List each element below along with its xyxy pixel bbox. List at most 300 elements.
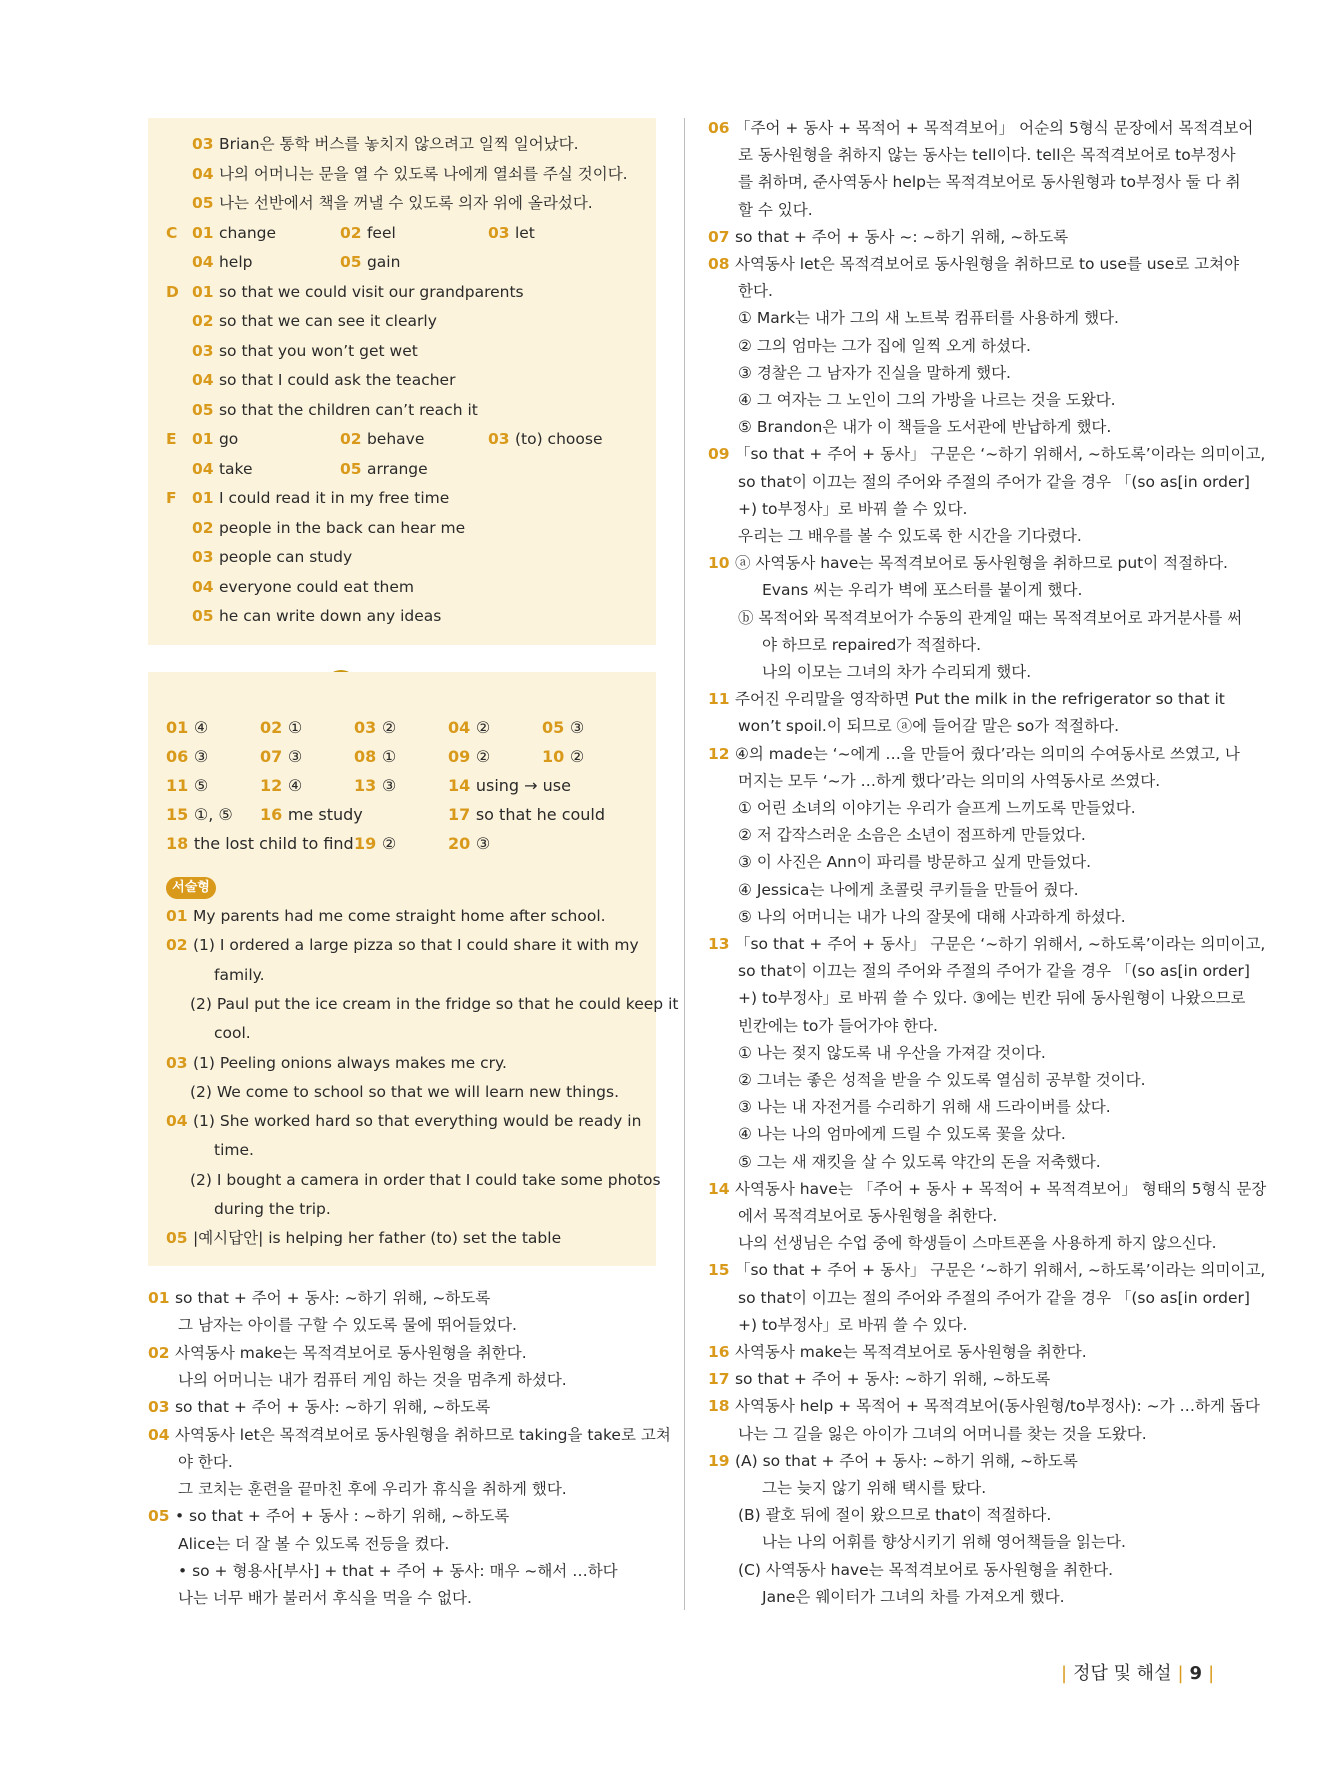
item-text: ② xyxy=(381,718,397,737)
explanation-line xyxy=(738,145,1236,165)
explanation-line xyxy=(708,118,1253,138)
item-number: 01 xyxy=(192,489,219,507)
item-number: 01 xyxy=(192,282,219,301)
item-text: so that이 이끄는 절의 주어와 주절의 주어가 같을 경우 「(so as[in order] xyxy=(738,1288,1250,1307)
item-text: ⑤ xyxy=(193,776,209,795)
answer-item xyxy=(192,282,524,302)
answer-item xyxy=(488,223,535,243)
explanation-line xyxy=(738,499,967,519)
answer-item xyxy=(192,311,437,331)
item-text: 주어진 우리말을 영작하면 Put the milk in the refrigerator so that it xyxy=(734,690,1225,709)
mc-answer xyxy=(166,834,354,854)
explanation-line xyxy=(738,1124,1066,1144)
item-text: ③ 이 사진은 Ann이 파리를 방문하고 싶게 만들었다. xyxy=(738,853,1092,872)
item-number: 04 xyxy=(448,718,476,737)
explanation-line xyxy=(148,1425,671,1445)
answer-item xyxy=(192,518,465,538)
item-number: 04 xyxy=(166,1112,193,1131)
explanation-line xyxy=(738,1505,1051,1525)
mc-answer xyxy=(166,805,233,825)
item-number: 15 xyxy=(708,1261,735,1280)
explanation-line xyxy=(178,1370,567,1390)
explanation-line xyxy=(178,1315,517,1335)
mc-answer xyxy=(166,776,208,796)
item-number: 04 xyxy=(148,1425,175,1444)
item-text: 그 코치는 훈련을 끝마친 후에 우리가 휴식을 취하게 했다. xyxy=(178,1480,567,1499)
item-text: (2) We come to school so that we will learn new things. xyxy=(190,1082,620,1101)
item-text: 「so that + 주어 + 동사」 구문은 ‘~하기 위해서, ~하도록’이라는 의미이고, xyxy=(734,1261,1266,1280)
item-number: 02 xyxy=(340,223,367,242)
item-number: 03 xyxy=(192,135,219,153)
explanation-line xyxy=(708,227,1068,247)
item-text: let xyxy=(514,223,535,242)
item-number: 11 xyxy=(708,690,735,709)
item-text: during the trip. xyxy=(214,1200,331,1218)
mc-answer xyxy=(448,805,605,825)
item-text: family. xyxy=(214,965,265,984)
footer-bar: | xyxy=(1208,1663,1215,1684)
item-number: 01 xyxy=(166,907,193,925)
explanation-line xyxy=(738,1206,997,1226)
translation-line xyxy=(192,193,593,213)
item-text: ④ 그 여자는 그 노인이 그의 가방을 나르는 것을 도왔다. xyxy=(738,391,1116,409)
explanation-line xyxy=(738,1070,1146,1090)
item-number: 10 xyxy=(542,747,570,766)
item-number: 02 xyxy=(192,518,219,537)
item-number: 16 xyxy=(708,1343,735,1361)
item-text: so that I could ask the teacher xyxy=(218,371,456,389)
item-text: so that you won’t get wet xyxy=(218,341,418,360)
explanation-line xyxy=(178,1479,567,1499)
explanation-line xyxy=(738,771,1160,791)
item-number: 01 xyxy=(192,430,219,448)
item-number: 07 xyxy=(708,227,735,246)
explanation-line xyxy=(762,580,1082,600)
explanation-line xyxy=(738,880,1079,900)
written-answer xyxy=(166,1111,641,1131)
mc-answer xyxy=(542,747,584,767)
item-number: 17 xyxy=(448,805,476,824)
item-text: 사역동사 help + 목적어 + 목적격보어(동사원형/to부정사): ~가 …하게 돕다 xyxy=(734,1397,1260,1416)
answer-item xyxy=(340,223,396,243)
written-answer xyxy=(214,1140,254,1160)
item-text: 나의 어머니는 문을 열 수 있도록 나에게 열쇠를 주실 것이다. xyxy=(218,164,628,183)
footer-bar: | xyxy=(1061,1663,1068,1684)
explanation-line xyxy=(738,1315,967,1335)
item-text: me study xyxy=(287,805,363,824)
item-text: Evans 씨는 우리가 벽에 포스터를 붙이게 했다. xyxy=(762,581,1083,600)
item-number: 03 xyxy=(148,1398,175,1417)
item-text: so that이 이끄는 절의 주어와 주절의 주어가 같을 경우 「(so as[in order] xyxy=(738,472,1250,491)
written-answer xyxy=(190,1170,661,1190)
item-text: 나는 나의 어휘를 향상시키기 위해 영어책들을 읽는다. xyxy=(762,1533,1126,1552)
item-text: people in the back can hear me xyxy=(218,518,466,537)
mc-answer xyxy=(448,747,490,767)
item-text: +) to부정사」로 바꿔 쓸 수 있다. ③에는 빈칸 뒤에 동사원형이 나왔으므로 xyxy=(738,989,1246,1008)
answer-item xyxy=(340,459,428,479)
translation-line xyxy=(192,134,579,154)
explanation-line xyxy=(738,1560,1113,1580)
item-text: ③ xyxy=(287,747,303,766)
item-number: 03 xyxy=(166,1053,193,1072)
mc-answer xyxy=(354,747,396,767)
explanation-line xyxy=(708,744,1240,764)
item-text: 그 남자는 아이를 구할 수 있도록 물에 뛰어들었다. xyxy=(178,1316,517,1335)
item-text: time. xyxy=(214,1141,254,1160)
written-answer xyxy=(190,994,678,1014)
item-number: 02 xyxy=(148,1343,175,1362)
answer-item xyxy=(192,223,276,243)
item-text: ③ xyxy=(569,718,585,737)
explanation-line xyxy=(738,825,1086,845)
mc-answer xyxy=(354,776,396,796)
explanation-line xyxy=(178,1588,472,1608)
item-text: ② 저 갑작스러운 소음은 소년이 점프하게 만들었다. xyxy=(738,826,1086,845)
explanation-line xyxy=(708,689,1225,709)
mc-answer xyxy=(166,747,208,767)
item-text: +) to부정사」로 바꿔 쓸 수 있다. xyxy=(738,499,968,518)
item-text: ⑤ Brandon은 내가 이 책들을 도서관에 반납하게 했다. xyxy=(738,418,1112,437)
item-text: everyone could eat them xyxy=(218,577,415,596)
explanation-line xyxy=(762,662,1031,682)
item-text: (1) I ordered a large pizza so that I could share it with my xyxy=(192,936,639,955)
mc-answer xyxy=(260,776,302,796)
mc-answer xyxy=(448,718,490,738)
explanation-line xyxy=(708,1342,1087,1362)
item-text: 머지는 모두 ‘~가 …하게 했다’라는 의미의 사역동사로 쓰였다. xyxy=(738,771,1161,790)
explanation-line xyxy=(708,1451,1078,1471)
mc-answer xyxy=(260,747,302,767)
mc-answer xyxy=(354,718,396,738)
item-text: help xyxy=(218,253,253,271)
item-text: so that + 주어 + 동사: ~하기 위해, ~하도록 xyxy=(734,1370,1051,1389)
item-text: 야 하므로 repaired가 적절하다. xyxy=(762,635,982,654)
answer-item xyxy=(192,547,352,567)
item-number: 05 xyxy=(166,1229,193,1248)
item-text: ④ 나는 나의 엄마에게 드릴 수 있도록 꽃을 샀다. xyxy=(738,1125,1066,1144)
explanation-line xyxy=(738,798,1136,818)
item-text: Alice는 더 잘 볼 수 있도록 전등을 켰다. xyxy=(178,1534,450,1553)
explanation-line xyxy=(738,526,1082,546)
item-number: 18 xyxy=(166,834,194,853)
explanation-line xyxy=(738,608,1242,628)
item-text: so that + 주어 + 동사: ~하기 위해, ~하도록 xyxy=(174,1398,491,1417)
item-text: ⑤ 나의 어머니는 내가 나의 잘못에 대해 사과하게 하셨다. xyxy=(738,907,1126,926)
explanation-line xyxy=(738,1424,1147,1444)
mc-answer xyxy=(448,776,571,796)
item-text: My parents had me come straight home after school. xyxy=(192,907,606,925)
mc-answer xyxy=(542,718,584,738)
item-text: ① xyxy=(381,747,397,766)
mc-answer xyxy=(166,718,208,738)
item-number: 12 xyxy=(708,744,735,763)
item-text: people can study xyxy=(218,548,353,566)
item-number: 09 xyxy=(448,747,476,766)
item-text: ③ 경찰은 그 남자가 진실을 말하게 했다. xyxy=(738,363,1011,382)
item-text: ①, ⑤ xyxy=(193,805,233,824)
item-text: ② xyxy=(475,747,491,766)
explanation-line xyxy=(762,1532,1126,1552)
item-number: 04 xyxy=(192,164,219,183)
mc-answer xyxy=(260,718,302,738)
item-number: 20 xyxy=(448,834,476,853)
item-text: gain xyxy=(366,253,401,271)
seosul-badge: 서술형 xyxy=(166,877,216,899)
item-number: 01 xyxy=(166,718,194,737)
item-text: ① 어린 소녀의 이야기는 우리가 슬프게 느끼도록 만들었다. xyxy=(738,799,1136,817)
item-text: 사역동사 make는 목적격보어로 동사원형을 취한다. xyxy=(734,1343,1087,1361)
item-number: 03 xyxy=(192,341,219,360)
explanation-line xyxy=(762,635,981,655)
explanation-line xyxy=(738,390,1116,410)
item-text: so that he could xyxy=(475,805,606,824)
explanation-line xyxy=(738,988,1246,1008)
item-text: 사역동사 let은 목적격보어로 동사원형을 취하므로 taking을 take로 고쳐 xyxy=(174,1425,671,1444)
item-text: cool. xyxy=(214,1024,251,1043)
item-text: (C) 사역동사 have는 목적격보어로 동사원형을 취한다. xyxy=(738,1560,1113,1579)
item-text: arrange xyxy=(366,459,428,478)
item-text: 나는 너무 배가 불러서 후식을 먹을 수 없다. xyxy=(178,1589,472,1608)
section-letter: F xyxy=(166,489,177,507)
answer-item xyxy=(192,252,252,272)
item-number: 03 xyxy=(192,548,219,566)
item-text: (A) so that + 주어 + 동사: ~하기 위해, ~하도록 xyxy=(734,1451,1078,1470)
explanation-line xyxy=(708,1396,1260,1416)
explanation-line xyxy=(178,1452,233,1472)
explanation-line xyxy=(178,1561,618,1581)
item-number: 19 xyxy=(708,1451,735,1470)
item-text: the lost child to find xyxy=(193,834,354,853)
item-text: Jane은 웨이터가 그녀의 차를 가져오게 했다. xyxy=(762,1587,1065,1606)
item-text: ④ xyxy=(193,718,209,737)
written-answer xyxy=(166,1053,507,1073)
item-text: • so + 형용사[부사] + that + 주어 + 동사: 매우 ~해서 …하다 xyxy=(178,1562,618,1580)
footer-title: 정답 및 해설 xyxy=(1073,1663,1172,1684)
explanation-line xyxy=(148,1343,527,1363)
item-number: 03 xyxy=(488,223,515,242)
answer-item xyxy=(488,429,602,449)
item-text: so that + 주어 + 동사 ~: ~하기 위해, ~하도록 xyxy=(734,227,1069,246)
item-text: ① 나는 젖지 않도록 내 우산을 가져갈 것이다. xyxy=(738,1043,1046,1062)
item-text: so that the children can’t reach it xyxy=(218,400,478,419)
item-text: 우리는 그 배우를 볼 수 있도록 한 시간을 기다렸다. xyxy=(738,527,1082,545)
item-number: 05 xyxy=(340,253,367,271)
item-number: 05 xyxy=(192,607,219,625)
item-number: 04 xyxy=(192,459,219,478)
item-number: 13 xyxy=(708,935,735,953)
explanation-line xyxy=(708,1179,1266,1199)
item-text: 사역동사 have는 「주어 + 동사 + 목적어 + 목적격보어」 형태의 5형식 문장 xyxy=(734,1179,1267,1198)
item-text: ④ Jessica는 나에게 초콜릿 쿠키들을 만들어 줬다. xyxy=(738,880,1079,899)
item-text: ③ xyxy=(193,747,209,766)
item-number: 05 xyxy=(192,400,219,419)
item-number: 11 xyxy=(166,776,194,795)
item-number: 01 xyxy=(148,1289,175,1307)
item-text: won’t spoil.이 되므로 ⓐ에 들어갈 말은 so가 적절하다. xyxy=(738,717,1119,736)
written-answer xyxy=(166,1228,561,1248)
mc-answer xyxy=(448,834,490,854)
item-text: 로 동사원형을 취하지 않는 동사는 tell이다. tell은 목적격보어로 to부정사 xyxy=(738,146,1236,165)
item-number: 03 xyxy=(354,718,382,737)
explanation-line xyxy=(738,336,1031,356)
item-number: 05 xyxy=(340,459,367,478)
item-text: using → use xyxy=(475,776,571,795)
item-number: 06 xyxy=(708,119,735,137)
item-text: |예시답안| is helping her father (to) set the table xyxy=(192,1229,562,1248)
explanation-line xyxy=(738,1152,1101,1172)
item-text: (B) 괄호 뒤에 절이 왔으므로 that이 적절하다. xyxy=(738,1506,1052,1525)
explanation-line xyxy=(148,1397,490,1417)
item-text: he can write down any ideas xyxy=(218,607,442,625)
item-text: 를 취하며, 준사역동사 help는 목적격보어로 동사원형과 to부정사 둘 다 취 xyxy=(738,173,1241,192)
explanation-line xyxy=(738,200,813,220)
item-text: (1) Peeling onions always makes me cry. xyxy=(192,1053,507,1072)
item-text: Brian은 통학 버스를 놓치지 않으려고 일찍 일어났다. xyxy=(218,135,579,153)
item-text: ② 그의 엄마는 그가 집에 일찍 오게 하셨다. xyxy=(738,336,1031,355)
item-text: 사역동사 let은 목적격보어로 동사원형을 취하므로 to use를 use로 고쳐야 xyxy=(734,255,1240,273)
item-text: 「주어 + 동사 + 목적어 + 목적격보어」 어순의 5형식 문장에서 목적격보어 xyxy=(734,119,1254,137)
item-text: 할 수 있다. xyxy=(738,200,813,219)
explanation-line xyxy=(762,1478,986,1498)
item-number: 10 xyxy=(708,554,735,573)
explanation-line xyxy=(148,1506,509,1526)
section-letter: D xyxy=(166,282,179,301)
item-text: ⓑ 목적어와 목적격보어가 수동의 관계일 때는 목적격보어로 과거분사를 써 xyxy=(738,608,1243,627)
item-number: 06 xyxy=(166,747,194,766)
item-text: 에서 목적격보어로 동사원형을 취한다. xyxy=(738,1207,998,1225)
written-answer xyxy=(190,1082,619,1102)
item-text: 한다. xyxy=(738,282,773,301)
item-text: so that we can see it clearly xyxy=(218,312,437,330)
item-text: ⑤ 그는 새 재킷을 살 수 있도록 약간의 돈을 저축했다. xyxy=(738,1152,1101,1171)
section-letter: E xyxy=(166,430,177,448)
explanation-line xyxy=(738,363,1011,383)
explanation-line xyxy=(708,254,1239,274)
explanation-line xyxy=(738,417,1111,437)
item-number: 09 xyxy=(708,445,735,464)
explanation-line xyxy=(708,444,1265,464)
item-text: 「so that + 주어 + 동사」 구문은 ‘~하기 위해서, ~하도록’이라는 의미이고, xyxy=(734,445,1266,464)
item-text: ③ 나는 내 자전거를 수리하기 위해 새 드라이버를 샀다. xyxy=(738,1098,1111,1117)
item-text: • so that + 주어 + 동사 : ~하기 위해, ~하도록 xyxy=(174,1507,510,1526)
explanation-line xyxy=(738,1233,1217,1253)
item-text: take xyxy=(218,459,253,478)
item-text: ① xyxy=(287,718,303,737)
footer-bar: | xyxy=(1177,1663,1184,1684)
explanation-line xyxy=(708,934,1265,954)
section-letter: C xyxy=(166,223,178,242)
explanation-line xyxy=(738,961,1250,981)
item-text: ④ xyxy=(287,776,303,795)
item-text: 사역동사 make는 목적격보어로 동사원형을 취한다. xyxy=(174,1343,527,1362)
item-text: 그는 늦지 않기 위해 택시를 탔다. xyxy=(762,1479,987,1497)
item-number: 16 xyxy=(260,805,288,824)
explanation-line xyxy=(738,907,1126,927)
explanation-line xyxy=(738,1288,1250,1308)
item-text: go xyxy=(218,430,239,448)
written-answer xyxy=(166,906,606,926)
explanation-line xyxy=(738,172,1241,192)
item-text: ① Mark는 내가 그의 새 노트북 컴퓨터를 사용하게 했다. xyxy=(738,309,1119,328)
item-text: ④의 made는 ‘~에게 …을 만들어 줬다’라는 의미의 수여동사로 쓰였고, 나 xyxy=(734,744,1240,763)
item-text: behave xyxy=(366,430,425,448)
item-text: (1) She worked hard so that everything would be ready in xyxy=(192,1112,642,1131)
page-number: 9 xyxy=(1189,1663,1203,1684)
written-answer xyxy=(214,1023,251,1043)
item-text: ③ xyxy=(475,834,491,853)
item-number: 19 xyxy=(354,834,382,853)
answer-item xyxy=(192,606,441,626)
explanation-line xyxy=(708,553,1228,573)
answer-item xyxy=(340,252,400,272)
item-number: 01 xyxy=(192,223,219,242)
item-number: 05 xyxy=(542,718,570,737)
item-number: 17 xyxy=(708,1370,735,1389)
item-number: 12 xyxy=(260,776,288,795)
written-answer xyxy=(166,935,639,955)
explanation-line xyxy=(738,716,1119,736)
item-number: 02 xyxy=(166,936,193,955)
explanation-line xyxy=(738,281,773,301)
explanation-line xyxy=(738,1043,1046,1063)
column-divider xyxy=(684,118,685,1610)
item-number: 07 xyxy=(260,747,288,766)
item-text: ② xyxy=(475,718,491,737)
item-number: 05 xyxy=(192,194,219,212)
item-text: 나의 이모는 그녀의 차가 수리되게 했다. xyxy=(762,663,1032,681)
item-text: 「so that + 주어 + 동사」 구문은 ‘~하기 위해서, ~하도록’이라는 의미이고, xyxy=(734,935,1266,953)
item-text: ② xyxy=(381,834,397,853)
item-number: 04 xyxy=(192,253,219,271)
item-text: (2) I bought a camera in order that I could take some photos xyxy=(190,1170,661,1189)
item-number: 04 xyxy=(192,577,219,596)
item-text: ③ xyxy=(381,776,397,795)
explanation-line xyxy=(738,1097,1111,1117)
item-text: (to) choose xyxy=(514,430,603,448)
explanation-line xyxy=(708,1369,1050,1389)
item-number: 05 xyxy=(148,1507,175,1526)
explanation-line xyxy=(708,1260,1265,1280)
item-number: 15 xyxy=(166,805,194,824)
answer-item xyxy=(192,577,414,597)
item-number: 02 xyxy=(192,312,219,330)
item-number: 14 xyxy=(448,776,476,795)
item-text: 야 한다. xyxy=(178,1452,233,1471)
item-number: 14 xyxy=(708,1179,735,1198)
page-footer xyxy=(1055,1659,1220,1685)
item-text: ② xyxy=(569,747,585,766)
item-number: 08 xyxy=(354,747,382,766)
item-text: 나는 선반에서 책을 꺼낼 수 있도록 의자 위에 올라섰다. xyxy=(218,194,593,212)
explanation-line xyxy=(178,1534,449,1554)
item-text: ⓐ 사역동사 have는 목적격보어로 동사원형을 취하므로 put이 적절하다. xyxy=(734,554,1228,573)
explanation-line xyxy=(148,1288,490,1308)
item-text: (2) Paul put the ice cream in the fridge so that he could keep it xyxy=(190,994,679,1013)
explanation-line xyxy=(762,1587,1065,1607)
item-number: 13 xyxy=(354,776,382,795)
answer-item xyxy=(192,459,253,479)
item-number: 02 xyxy=(340,430,367,448)
answer-item xyxy=(192,370,455,390)
item-text: 나는 그 길을 잃은 아이가 그녀의 어머니를 찾는 것을 도왔다. xyxy=(738,1424,1147,1443)
item-text: 빈칸에는 to가 들어가야 한다. xyxy=(738,1016,938,1035)
written-answer xyxy=(214,965,265,985)
mc-answer xyxy=(354,834,396,854)
item-number: 08 xyxy=(708,255,735,273)
item-text: change xyxy=(218,223,277,242)
explanation-line xyxy=(738,308,1119,328)
item-number: 18 xyxy=(708,1397,735,1416)
